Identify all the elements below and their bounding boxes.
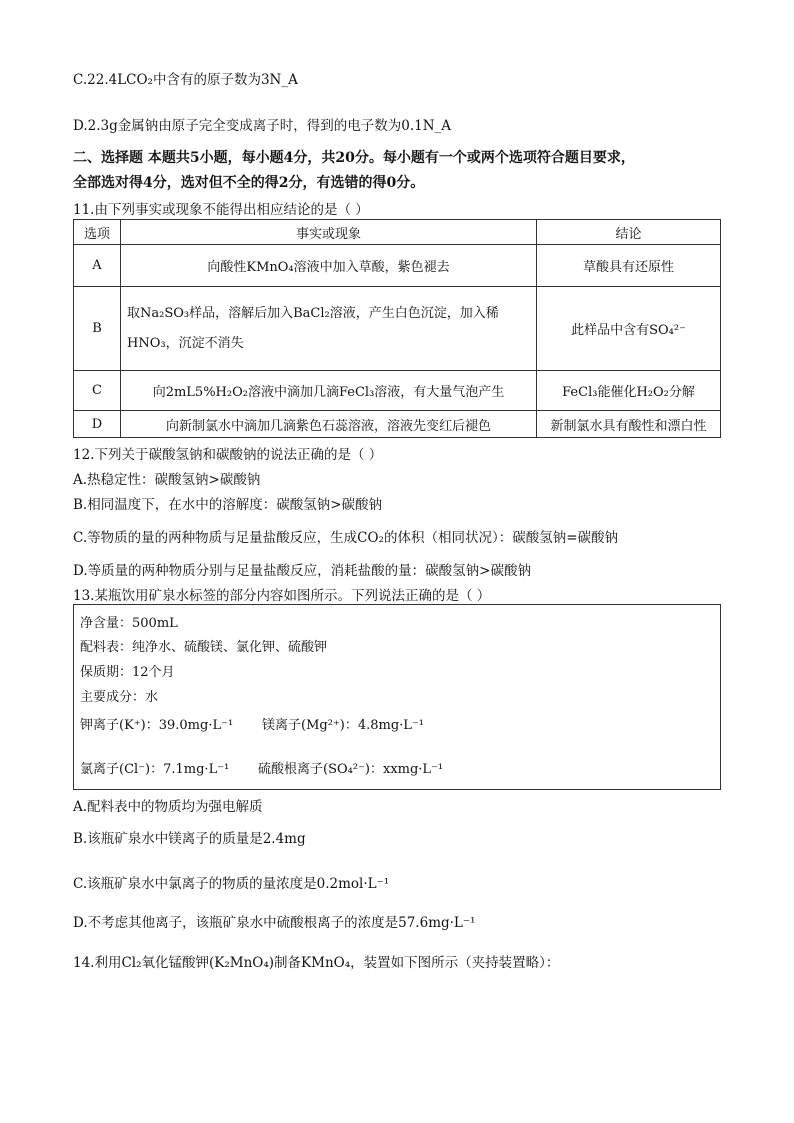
section-heading-line1: 二、选择题 本题共5小题，每小题4分，共20分。每小题有一个或两个选项符合题目要求， — [73, 150, 635, 166]
label-potassium: 钾离子(K⁺)：39.0mg·L⁻¹ — [80, 718, 234, 733]
q11-stem: 11.由下列事实或现象不能得出相应结论的是（ ） — [73, 202, 369, 218]
q12-option-c: C.等物质的量的两种物质与足量盐酸反应，生成CO₂的体积（相同状况）：碳酸氢钠=碳酸钠 — [73, 530, 619, 546]
q13-option-c: C.该瓶矿泉水中氯离子的物质的量浓度是0.2mol·L⁻¹ — [73, 876, 390, 892]
q13-option-b: B.该瓶矿泉水中镁离子的质量是2.4mg — [73, 831, 306, 847]
header-fact: 事实或现象 — [121, 220, 537, 245]
row-fact-line2: HNO₃，沉淀不消失 — [127, 335, 244, 351]
table-row — [74, 245, 721, 287]
table-row — [74, 411, 721, 438]
label-chloride: 氯离子(Cl⁻)：7.1mg·L⁻¹ — [80, 762, 230, 777]
q12-option-a: A.热稳定性：碳酸氢钠>碳酸钠 — [73, 472, 261, 488]
row-conclusion: 草酸具有还原性 — [537, 245, 721, 287]
row-option: A — [74, 245, 121, 287]
row-option: B — [74, 287, 121, 371]
q11-table — [73, 219, 721, 438]
q12-option-b: B.相同温度下，在水中的溶解度：碳酸氢钠>碳酸钠 — [73, 497, 383, 513]
row-fact-line1: 取Na₂SO₃样品，溶解后加入BaCl₂溶液，产生白色沉淀，加入稀 — [127, 305, 499, 321]
section-heading-line2: 全部选对得4分，选对但不全的得2分，有选错的得0分。 — [73, 175, 425, 191]
table-row — [74, 287, 721, 371]
option-d-prev: D.2.3g金属钠由原子完全变成离子时，得到的电子数为0.1N_A — [73, 118, 452, 134]
q14-stem: 14.利用Cl₂氧化锰酸钾(K₂MnO₄)制备KMnO₄，装置如下图所示（夹持装置略）： — [73, 955, 560, 971]
header-option: 选项 — [74, 220, 121, 245]
row-conclusion: 此样品中含有SO₄²⁻ — [537, 287, 721, 371]
row-fact: 向酸性KMnO₄溶液中加入草酸，紫色褪去 — [121, 245, 537, 287]
row-fact: 向新制氯水中滴加几滴紫色石蕊溶液，溶液先变红后褪色 — [121, 411, 537, 438]
label-sulfate: 硫酸根离子(SO₄²⁻)：xxmg·L⁻¹ — [258, 762, 444, 777]
label-net: 净含量：500mL — [80, 616, 178, 631]
row-conclusion: FeCl₃能催化H₂O₂分解 — [537, 371, 721, 411]
label-shelf-life: 保质期：12个月 — [80, 665, 175, 680]
row-fact — [121, 287, 537, 371]
row-option: C — [74, 371, 121, 411]
label-main: 主要成分：水 — [80, 690, 159, 705]
label-magnesium: 镁离子(Mg²⁺)：4.8mg·L⁻¹ — [262, 718, 425, 733]
header-conclusion: 结论 — [537, 220, 721, 245]
row-option: D — [74, 411, 121, 438]
label-ingredients: 配料表：纯净水、硫酸镁、氯化钾、硫酸钾 — [80, 640, 328, 655]
q13-option-a: A.配料表中的物质均为强电解质 — [73, 799, 263, 815]
table-header-row — [74, 220, 721, 245]
table-row — [74, 371, 721, 411]
row-conclusion: 新制氯水具有酸性和漂白性 — [537, 411, 721, 438]
mineral-water-label — [73, 604, 721, 790]
q12-stem: 12.下列关于碳酸氢钠和碳酸钠的说法正确的是（ ） — [73, 447, 383, 463]
option-c-prev: C.22.4LCO₂中含有的原子数为3N_A — [73, 72, 298, 88]
row-fact: 向2mL5%H₂O₂溶液中滴加几滴FeCl₃溶液，有大量气泡产生 — [121, 371, 537, 411]
q12-option-d: D.等质量的两种物质分别与足量盐酸反应，消耗盐酸的量：碳酸氢钠>碳酸钠 — [73, 563, 531, 579]
q13-stem: 13.某瓶饮用矿泉水标签的部分内容如图所示。下列说法正确的是（ ） — [73, 588, 491, 604]
q13-option-d: D.不考虑其他离子，该瓶矿泉水中硫酸根离子的浓度是57.6mg·L⁻¹ — [73, 915, 476, 931]
